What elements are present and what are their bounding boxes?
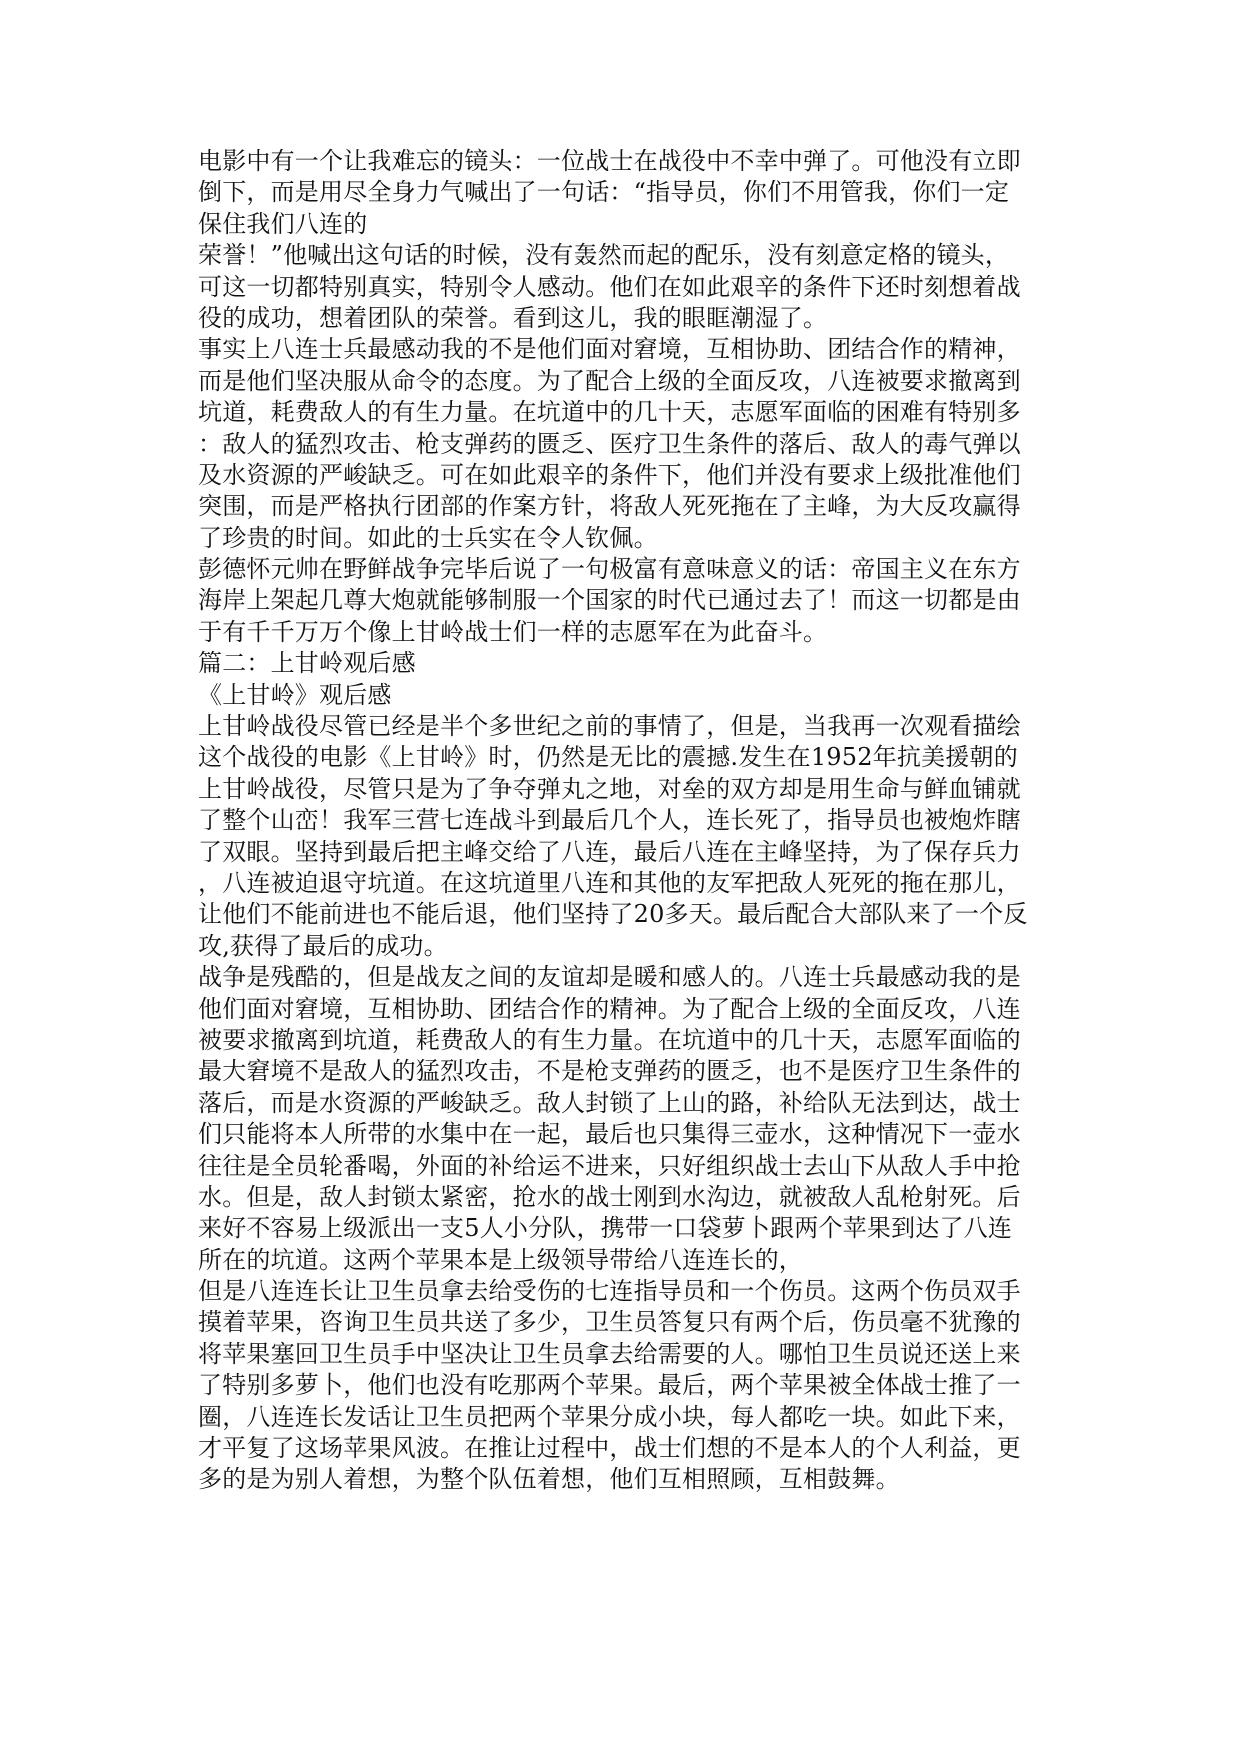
text-line: 役的成功，想着团队的荣誉。看到这儿，我的眼眶潮湿了。 (198, 303, 828, 332)
text-line: 摸着苹果，咨询卫生员共送了多少，卫生员答复只有两个后，伤员毫不犹豫的 (198, 1308, 1021, 1337)
text-line: 但是八连连长让卫生员拿去给受伤的七连指导员和一个伤员。这两个伤员双手 (198, 1277, 1021, 1306)
text-line: 荣誉！”他喊出这句话的时候，没有轰然而起的配乐，没有刻意定格的镜头， (198, 241, 1010, 270)
text-line: 这个战役的电影《上甘岭》时，仍然是无比的震撼.发生在1952年抗美援朝的 (198, 743, 1018, 772)
text-line: ：敌人的猛烈攻击、枪支弹药的匮乏、医疗卫生条件的落后、敌人的毒气弹以 (198, 429, 1021, 458)
text-line: 将苹果塞回卫生员手中坚决让卫生员拿去给需要的人。哪怕卫生员说还送上来 (198, 1339, 1021, 1368)
text-line: 保住我们八连的 (198, 209, 368, 238)
text-line: 战争是残酷的，但是战友之间的友谊却是暖和感人的。八连士兵最感动我的是 (198, 963, 1021, 992)
text-line: 才平复了这场苹果风波。在推让过程中，战士们想的不是本人的个人利益，更 (198, 1434, 1021, 1463)
text-line: 他们面对窘境，互相协助、团结合作的精神。为了配合上级的全面反攻，八连 (198, 994, 1021, 1023)
text-line: 最大窘境不是敌人的猛烈攻击，不是枪支弹药的匮乏，也不是医疗卫生条件的 (198, 1057, 1021, 1086)
text-line: 圈，八连连长发话让卫生员把两个苹果分成小块，每人都吃一块。如此下来， (198, 1402, 1021, 1431)
text-line: 彭德怀元帅在野鲜战争完毕后说了一句极富有意味意义的话：帝国主义在东方 (198, 555, 1021, 584)
text-line: 了整个山峦！我军三营七连战斗到最后几个人，连长死了，指导员也被炮炸瞎 (198, 806, 1021, 835)
text-line: 篇二：上甘岭观后感 (198, 649, 416, 678)
text-line: 了特别多萝卜，他们也没有吃那两个苹果。最后，两个苹果被全体战士推了一 (198, 1371, 1021, 1400)
text-line: 坑道，耗费敌人的有生力量。在坑道中的几十天，志愿军面临的困难有特别多 (198, 398, 1021, 427)
text-line: 电影中有一个让我难忘的镜头：一位战士在战役中不幸中弹了。可他没有立即 (198, 147, 1021, 175)
text-line: 被要求撤离到坑道，耗费敌人的有生力量。在坑道中的几十天，志愿军面临的 (198, 1025, 1021, 1054)
text-line: 让他们不能前进也不能后退，他们坚持了20多天。最后配合大部队来了一个反 (198, 900, 1028, 929)
text-line: 上甘岭战役尽管已经是半个多世纪之前的事情了，但是，当我再一次观看描绘 (198, 712, 1021, 741)
body-text (198, 146, 1053, 1496)
text-line: 于有千千万万个像上甘岭战士们一样的志愿军在为此奋斗。 (198, 617, 828, 646)
text-line: 而是他们坚决服从命令的态度。为了配合上级的全面反攻，八连被要求撤离到 (198, 366, 1021, 395)
text-line: 事实上八连士兵最感动我的不是他们面对窘境，互相协助、团结合作的精神， (198, 335, 1021, 364)
text-line: 突围，而是严格执行团部的作案方针，将敌人死死拖在了主峰，为大反攻赢得 (198, 492, 1021, 521)
text-line: 上甘岭战役，尽管只是为了争夺弹丸之地，对垒的双方却是用生命与鲜血铺就 (198, 774, 1021, 803)
text-line: 了双眼。坚持到最后把主峰交给了八连，最后八连在主峰坚持，为了保存兵力 (198, 837, 1021, 866)
text-line: ，八连被迫退守坑道。在这坑道里八连和其他的友军把敌人死死的拖在那儿， (198, 868, 1021, 897)
text-line: 海岸上架起几尊大炮就能够制服一个国家的时代已通过去了！而这一切都是由 (198, 586, 1021, 615)
text-line: 《上甘岭》观后感 (198, 680, 392, 709)
text-line: 所在的坑道。这两个苹果本是上级领导带给八连连长的， (198, 1245, 803, 1274)
text-line: 往往是全员轮番喝，外面的补给运不进来，只好组织战士去山下从敌人手中抢 (198, 1151, 1021, 1180)
text-line: 倒下，而是用尽全身力气喊出了一句话：“指导员，你们不用管我，你们一定 (198, 178, 1010, 207)
text-line: 可这一切都特别真实，特别令人感动。他们在如此艰辛的条件下还时刻想着战 (198, 272, 1021, 301)
text-line: 落后，而是水资源的严峻缺乏。敌人封锁了上山的路，补给队无法到达，战士 (198, 1088, 1021, 1117)
text-line: 了珍贵的时间。如此的士兵实在令人钦佩。 (198, 523, 658, 552)
text-line: 水。但是，敌人封锁太紧密，抢水的战士刚到水沟边，就被敌人乱枪射死。后 (198, 1182, 1021, 1211)
text-line: 们只能将本人所带的水集中在一起，最后也只集得三壶水，这种情况下一壶水 (198, 1120, 1021, 1149)
text-line: 来好不容易上级派出一支5人小分队，携带一口袋萝卜跟两个苹果到达了八连 (198, 1214, 1013, 1243)
text-line: 攻,获得了最后的成功。 (198, 931, 448, 960)
text-line: 多的是为别人着想，为整个队伍着想，他们互相照顾，互相鼓舞。 (198, 1465, 900, 1494)
text-line: 及水资源的严峻缺乏。可在如此艰辛的条件下，他们并没有要求上级批准他们 (198, 460, 1021, 489)
